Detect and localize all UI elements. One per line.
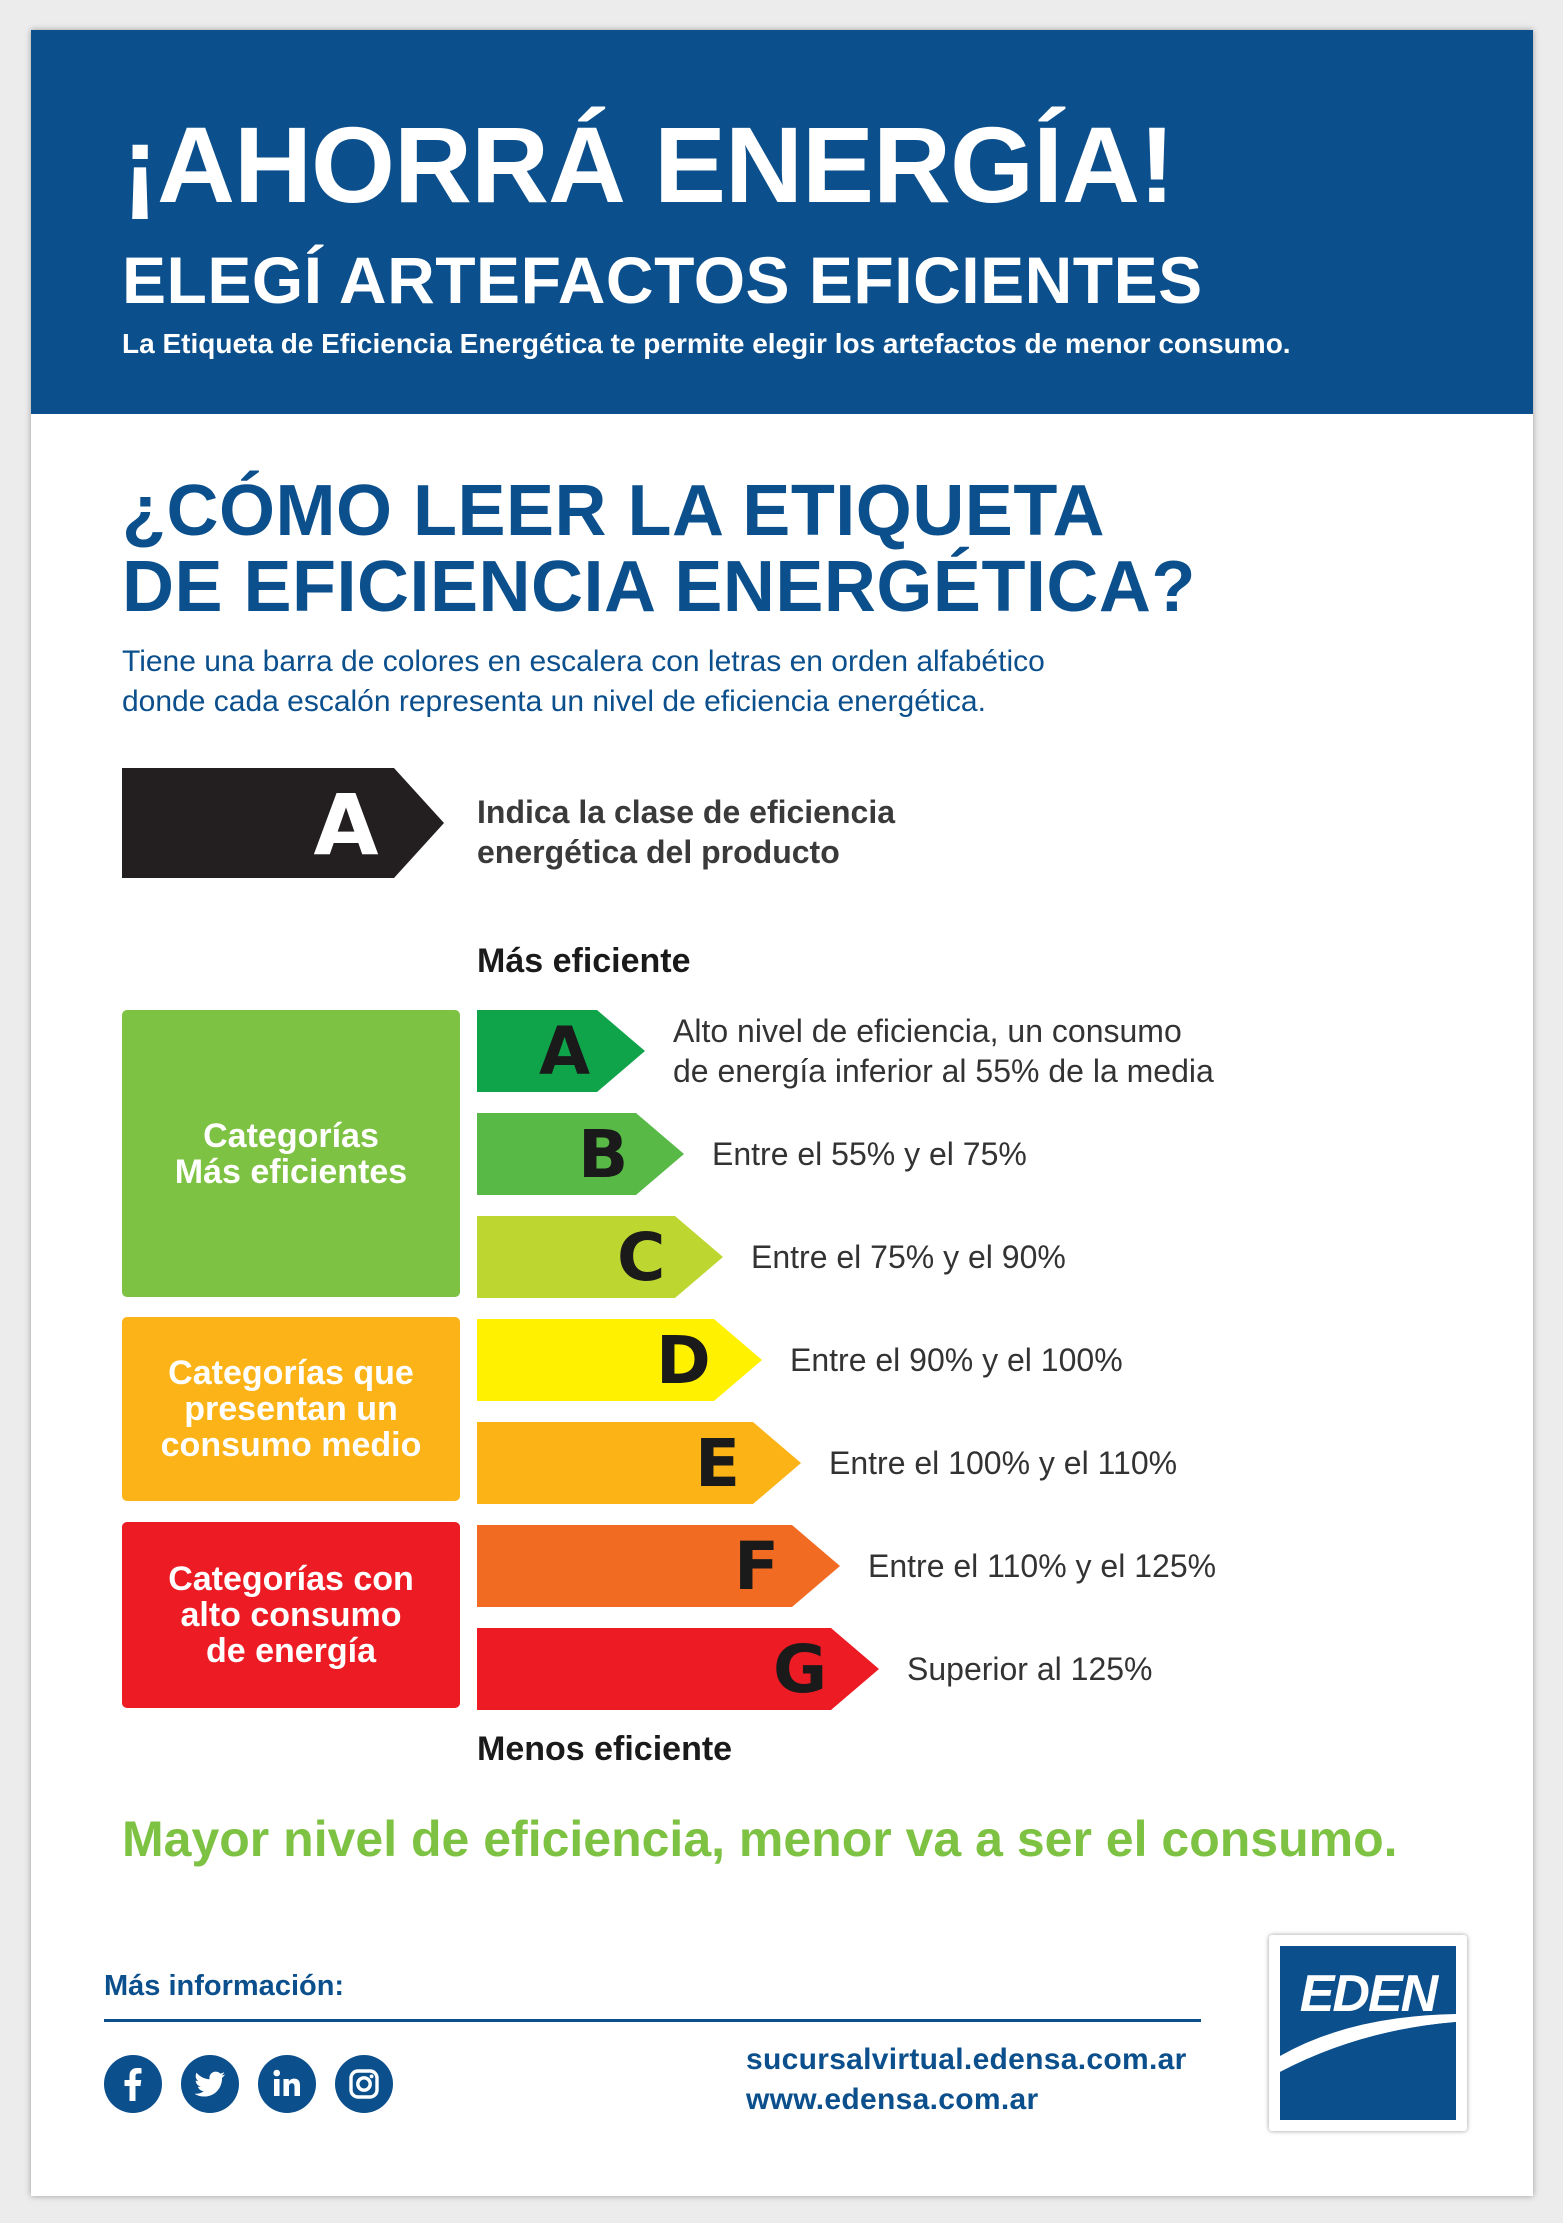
header-banner [31, 30, 1533, 414]
class-description-line: Entre el 100% y el 110% [829, 1445, 1178, 1481]
main-title: ¡AHORRÁ ENERGÍA! [122, 104, 1174, 225]
category-text-line: Categorías [203, 1116, 379, 1155]
more-efficient-label: Más eficiente [477, 942, 691, 980]
category-text-line: Categorías que [168, 1354, 414, 1392]
class-letter: D [656, 1322, 711, 1399]
main-subtitle: ELEGÍ ARTEFACTOS EFICIENTES [122, 243, 1203, 317]
class-bar-c [477, 1216, 1066, 1298]
class-letter: F [734, 1528, 780, 1605]
class-description-line: Superior al 125% [907, 1651, 1153, 1687]
question-heading-line1: ¿CÓMO LEER LA ETIQUETA [122, 471, 1105, 551]
class-bar-a [477, 1010, 1214, 1092]
class-letter: B [578, 1116, 629, 1193]
category-text-line: consumo medio [160, 1426, 422, 1464]
question-heading-line2: DE EFICIENCIA ENERGÉTICA? [122, 547, 1196, 627]
category-text-line: presentan un [184, 1390, 398, 1428]
more-info-label: Más información: [104, 1970, 345, 2002]
class-description [751, 1216, 1066, 1298]
class-bar-e [477, 1422, 1178, 1504]
instagram-icon[interactable] [335, 2055, 393, 2113]
footer-divider [104, 2019, 1201, 2022]
legend-class-arrow [122, 768, 452, 883]
legend-explanation [477, 792, 895, 872]
logo-text: EDEN [1299, 1965, 1437, 2023]
class-bar-f [477, 1525, 1217, 1607]
class-description [673, 1010, 1214, 1092]
class-description [712, 1113, 1027, 1195]
url-sucursal-virtual[interactable]: sucursalvirtual.edensa.com.ar [746, 2043, 1187, 2076]
class-letter: C [617, 1219, 666, 1296]
class-bar-d [477, 1319, 1123, 1401]
header-note: La Etiqueta de Eficiencia Energética te permite elegir los artefactos de menor consumo. [122, 328, 1291, 359]
class-letter: G [773, 1631, 828, 1708]
category-text-line: de energía [205, 1632, 377, 1670]
question-description-line1: Tiene una barra de colores en escalera con letras en orden alfabético [122, 645, 1045, 678]
class-bar-g [477, 1628, 1153, 1710]
class-description-line: Entre el 90% y el 100% [790, 1342, 1123, 1378]
question-description-line2: donde cada escalón representa un nivel de eficiencia energética. [122, 685, 986, 718]
class-description-line: de energía inferior al 55% de la media [673, 1053, 1214, 1089]
legend-text-line1: Indica la clase de eficiencia [477, 794, 895, 830]
tagline: Mayor nivel de eficiencia, menor va a ser el consumo. [122, 1811, 1398, 1867]
poster [31, 30, 1533, 2196]
class-description-line: Entre el 75% y el 90% [751, 1239, 1066, 1275]
category-text-line: Categorías con [168, 1560, 414, 1598]
category-medium-consumption [122, 1317, 460, 1501]
class-description-line: Alto nivel de eficiencia, un consumo [673, 1013, 1182, 1049]
class-letter: E [695, 1425, 741, 1502]
legend-text-line2: energética del producto [477, 834, 840, 870]
category-text-line: alto consumo [180, 1596, 402, 1634]
category-text-line: Más eficientes [174, 1152, 408, 1191]
class-description-line: Entre el 55% y el 75% [712, 1136, 1027, 1172]
class-description [907, 1628, 1152, 1710]
category-most-efficient [122, 1010, 460, 1297]
legend-class-letter: A [313, 776, 379, 874]
category-high-consumption [122, 1522, 460, 1708]
class-description [868, 1525, 1216, 1607]
class-description [790, 1319, 1123, 1401]
facebook-icon[interactable] [104, 2055, 162, 2113]
class-letter: A [539, 1013, 591, 1090]
linkedin-icon[interactable] [258, 2055, 316, 2113]
class-bar-b [477, 1113, 1027, 1195]
less-efficient-label: Menos eficiente [477, 1730, 733, 1768]
question-description [122, 642, 1045, 722]
url-edensa[interactable]: www.edensa.com.ar [746, 2083, 1039, 2116]
class-description [829, 1422, 1177, 1504]
twitter-icon[interactable] [181, 2055, 239, 2113]
eden-logo [1269, 1935, 1467, 2131]
class-description-line: Entre el 110% y el 125% [868, 1548, 1217, 1584]
